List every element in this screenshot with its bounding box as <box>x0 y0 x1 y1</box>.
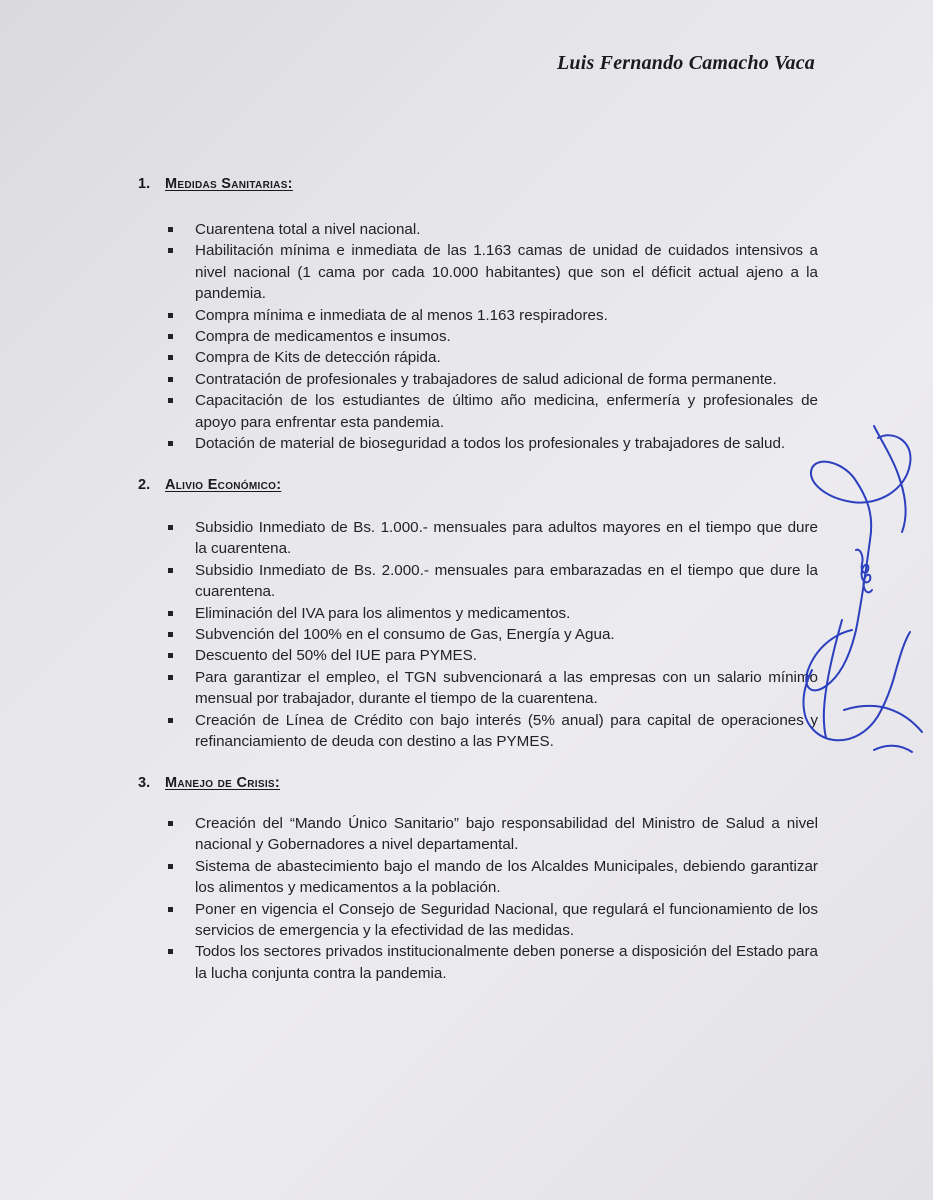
bullet-square-icon <box>168 611 173 616</box>
bullet-square-icon <box>168 313 173 318</box>
list-item: Creación del “Mando Único Sanitario” bajo responsabilidad del Ministro de Salud a nivel nacional y Gobernadores a nivel departamental. <box>168 813 818 856</box>
bullet-square-icon <box>168 653 173 658</box>
bullet-list <box>168 219 818 454</box>
list-item: Contratación de profesionales y trabajadores de salud adicional de forma permanente. <box>168 369 818 390</box>
bullet-square-icon <box>168 718 173 723</box>
list-item: Todos los sectores privados institucionalmente deben ponerse a disposición del Estado para la lucha conjunta contra la pandemia. <box>168 941 818 984</box>
bullet-square-icon <box>168 525 173 530</box>
section-number: 3. <box>138 775 151 791</box>
section-heading: Alivio Económico: <box>165 477 282 493</box>
author-name: Luis Fernando Camacho Vaca <box>556 52 815 74</box>
list-item: Capacitación de los estudiantes de último año medicina, enfermería y profesionales de apoyo para enfrentar esta pandemia. <box>168 390 818 433</box>
section-title <box>138 176 293 192</box>
list-item: Sistema de abastecimiento bajo el mando de los Alcaldes Municipales, debiendo garantizar los alimentos y medicamentos a la población. <box>168 856 818 899</box>
list-item: Compra de Kits de detección rápida. <box>168 347 818 368</box>
section-number: 1. <box>138 176 151 192</box>
list-item: Para garantizar el empleo, el TGN subvencionará a las empresas con un salario mínimo mensual por trabajador, durante el tiempo de la cuarentena. <box>168 667 818 710</box>
bullet-square-icon <box>168 377 173 382</box>
bullet-square-icon <box>168 632 173 637</box>
handwritten-signature <box>782 420 933 780</box>
list-item: Compra de medicamentos e insumos. <box>168 326 818 347</box>
list-item: Cuarentena total a nivel nacional. <box>168 219 818 240</box>
bullet-square-icon <box>168 441 173 446</box>
list-item: Habilitación mínima e inmediata de las 1.163 camas de unidad de cuidados intensivos a nivel nacional (1 cama por cada 10.000 habitantes) que son el déficit actual ajeno a la pandemia. <box>168 240 818 304</box>
list-item: Dotación de material de bioseguridad a todos los profesionales y trabajadores de salud. <box>168 433 818 454</box>
section-title <box>138 775 280 791</box>
bullet-square-icon <box>168 248 173 253</box>
bullet-square-icon <box>168 821 173 826</box>
list-item: Subsidio Inmediato de Bs. 1.000.- mensuales para adultos mayores en el tiempo que dure la cuarentena. <box>168 517 818 560</box>
section-heading: Medidas Sanitarias: <box>165 176 293 192</box>
bullet-square-icon <box>168 398 173 403</box>
bullet-list <box>168 517 818 752</box>
list-item: Descuento del 50% del IUE para PYMES. <box>168 645 818 666</box>
bullet-square-icon <box>168 568 173 573</box>
bullet-square-icon <box>168 864 173 869</box>
section-number: 2. <box>138 477 151 493</box>
list-item: Eliminación del IVA para los alimentos y medicamentos. <box>168 603 818 624</box>
bullet-square-icon <box>168 227 173 232</box>
bullet-square-icon <box>168 675 173 680</box>
list-item: Creación de Línea de Crédito con bajo interés (5% anual) para capital de operaciones y refinanciamiento de deuda con destino a las PYMES. <box>168 710 818 753</box>
section-title <box>138 477 281 493</box>
bullet-square-icon <box>168 334 173 339</box>
list-item: Subsidio Inmediato de Bs. 2.000.- mensuales para embarazadas en el tiempo que dure la cuarentena. <box>168 560 818 603</box>
section-heading: Manejo de Crisis: <box>165 775 280 791</box>
bullet-square-icon <box>168 355 173 360</box>
list-item: Poner en vigencia el Consejo de Seguridad Nacional, que regulará el funcionamiento de los servicios de emergencia y la efectividad de las medidas. <box>168 899 818 942</box>
list-item: Compra mínima e inmediata de al menos 1.163 respiradores. <box>168 305 818 326</box>
bullet-square-icon <box>168 949 173 954</box>
list-item: Subvención del 100% en el consumo de Gas, Energía y Agua. <box>168 624 818 645</box>
bullet-list <box>168 813 818 984</box>
bullet-square-icon <box>168 907 173 912</box>
